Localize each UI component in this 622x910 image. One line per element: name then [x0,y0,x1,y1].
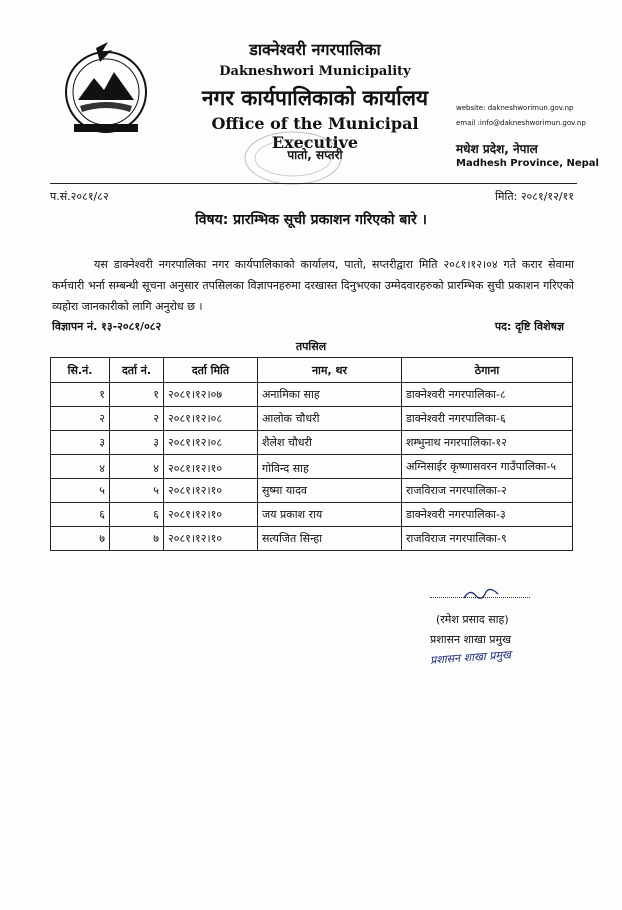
province-en: Madhesh Province, Nepal [456,158,599,169]
table-header-row [51,358,573,383]
signatory-title: प्रशासन शाखा प्रमुख [430,633,512,646]
letter-date: मिति: २०८१/१२/११ [495,190,574,203]
cell-name: सत्यजित सिन्हा [258,527,402,551]
cell-name: आलोक चौधरी [258,407,402,431]
province-np: मधेश प्रदेश, नेपाल [456,142,538,156]
cell-sn: ४ [51,455,110,479]
cell-reg-no: ४ [110,455,164,479]
office-name-en: Office of the Municipal Executive [211,114,419,152]
cell-sn: ६ [51,503,110,527]
post-name: पद: दृष्टि विशेषज्ञ [494,320,564,333]
cell-address: डाक्नेश्वरी नगरपालिका-३ [402,503,573,527]
col-header-sn: सि.नं. [51,358,110,383]
website-text: website: dakneshworimun.gov.np [456,104,574,112]
table-row [51,383,573,407]
advertisement-number: विज्ञापन नं. १३-२०८१/०८२ [52,320,162,333]
cell-name: गोविन्द साह [258,455,402,479]
municipality-logo [56,40,156,140]
candidate-table [50,357,573,551]
cell-reg-date: २०८१।१२।१० [164,503,258,527]
cell-sn: ३ [51,431,110,455]
office-address-np: पातो, सप्तरी [287,148,343,162]
table-row [51,527,573,551]
cell-reg-no: १ [110,383,164,407]
col-header-reg-date: दर्ता मिति [164,358,258,383]
cell-sn: २ [51,407,110,431]
signatory-name: (रमेश प्रसाद साह) [436,613,509,626]
cell-reg-no: २ [110,407,164,431]
cell-sn: ७ [51,527,110,551]
office-name-np: नगर कार्यपालिकाको कार्यालय [201,86,429,110]
table-row [51,479,573,503]
municipality-name-np: डाक्नेश्वरी नगरपालिका [249,40,381,59]
details-heading: तपसिल [295,340,327,353]
table-row [51,455,573,479]
signature-line [430,596,530,598]
cell-address: राजविराज नगरपालिका-२ [402,479,573,503]
cell-sn: ५ [51,479,110,503]
col-header-reg-no: दर्ता नं. [110,358,164,383]
col-header-address: ठेगाना [402,358,573,383]
cell-address: डाक्नेश्वरी नगरपालिका-६ [402,407,573,431]
col-header-name: नाम, थर [258,358,402,383]
cell-name: अनामिका साह [258,383,402,407]
cell-reg-no: ७ [110,527,164,551]
cell-reg-date: २०८१।१२।१० [164,479,258,503]
cell-reg-date: २०८१।१२।०८ [164,431,258,455]
cell-address: डाक्नेश्वरी नगरपालिका-८ [402,383,573,407]
municipality-name-en: Dakneshwori Municipality [219,64,411,79]
cell-address: शम्भुनाथ नगरपालिका-१२ [402,431,573,455]
signatory-stamp: प्रशासन शाखा प्रमुख [429,648,512,667]
letter-subject: विषय: प्रारम्भिक सूची प्रकाशन गरिएको बारे । [195,212,427,228]
cell-reg-no: ३ [110,431,164,455]
cell-address: राजविराज नगरपालिका-९ [402,527,573,551]
cell-name: शैलेश चौधरी [258,431,402,455]
cell-name: जय प्रकाश राय [258,503,402,527]
cell-reg-date: २०८१।१२।०७ [164,383,258,407]
cell-name: सुष्मा यादव [258,479,402,503]
cell-address: अग्निसाईर कृष्णासवरन गाउँपालिका-५ [402,455,573,479]
cell-reg-no: ५ [110,479,164,503]
table-row [51,407,573,431]
cell-reg-no: ६ [110,503,164,527]
email-text: email :info@dakneshworimun.gov.np [456,119,586,127]
header-divider [50,183,577,184]
table-row [51,431,573,455]
letter-body: यस डाक्नेश्वरी नगरपालिका नगर कार्यपालिकाको कार्यालय, पातो, सप्तरीद्वारा मिति २०८१।१२।०४ गते करार सेवामा कर्मचारी भर्ना सम्बन्धी सूचना अनुसार तपसिलका विज्ञापनहरुमा दरखास्त दिनुभएका उम्मेदवारहरुको प्रारम्भिक सुची प्रकाशन गरिएको व्यहोरा जानकारीको लागि अनुरोध छ । [52,258,574,313]
cell-reg-date: २०८१।१२।०८ [164,407,258,431]
cell-reg-date: २०८१।१२।१० [164,455,258,479]
reference-number: प.सं.२०८१/८२ [50,190,109,203]
table-row [51,503,573,527]
cell-reg-date: २०८१।१२।१० [164,527,258,551]
cell-sn: १ [51,383,110,407]
